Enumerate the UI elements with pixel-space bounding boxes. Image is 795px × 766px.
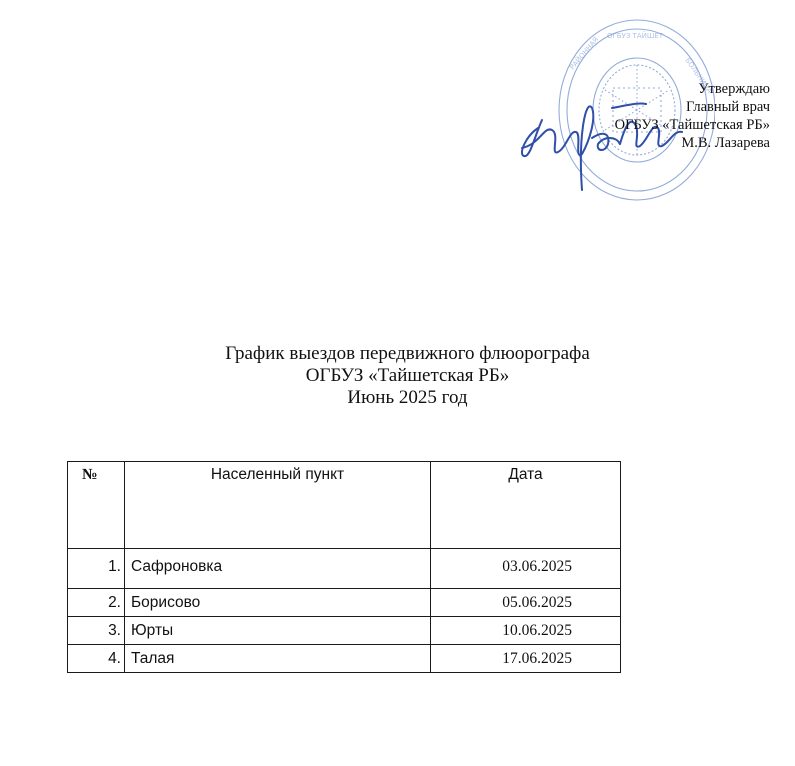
table-row	[68, 589, 621, 617]
approval-word: Утверждаю	[698, 81, 770, 97]
schedule-table	[67, 461, 621, 673]
title-line-3: Июнь 2025 год	[347, 387, 468, 408]
row-date: 03.06.2025	[431, 549, 621, 589]
table-row	[68, 617, 621, 645]
row-place: Талая	[125, 645, 431, 673]
row-number: 4.	[68, 645, 125, 673]
approver-position: Главный врач	[686, 99, 770, 115]
row-place: Борисово	[125, 589, 431, 617]
header-place: Населенный пункт	[125, 462, 431, 549]
row-number: 3.	[68, 617, 125, 645]
row-place: Юрты	[125, 617, 431, 645]
document-title	[0, 343, 795, 409]
svg-text:РАЙОННАЯ: РАЙОННАЯ	[568, 35, 601, 72]
row-date: 10.06.2025	[431, 617, 621, 645]
table-header-row	[68, 462, 621, 549]
table-row	[68, 645, 621, 673]
approver-organization: ОГБУЗ «Тайшетская РБ»	[614, 117, 770, 133]
row-date: 05.06.2025	[431, 589, 621, 617]
table-row	[68, 549, 621, 589]
svg-text:ОГБУЗ ТАЙШЕТ: ОГБУЗ ТАЙШЕТ	[607, 32, 664, 40]
title-line-1: График выездов передвижного флюорографа	[225, 343, 590, 364]
row-date: 17.06.2025	[431, 645, 621, 673]
approver-name: М.В. Лазарева	[681, 135, 770, 151]
row-number: 2.	[68, 589, 125, 617]
row-place: Сафроновка	[125, 549, 431, 589]
approval-block	[615, 80, 770, 152]
row-number: 1.	[68, 549, 125, 589]
title-line-2: ОГБУЗ «Тайшетская РБ»	[305, 365, 510, 386]
header-date: Дата	[431, 462, 621, 549]
header-number: №	[68, 462, 125, 549]
svg-text:БОЛЬНИЦА: БОЛЬНИЦА	[683, 56, 714, 95]
